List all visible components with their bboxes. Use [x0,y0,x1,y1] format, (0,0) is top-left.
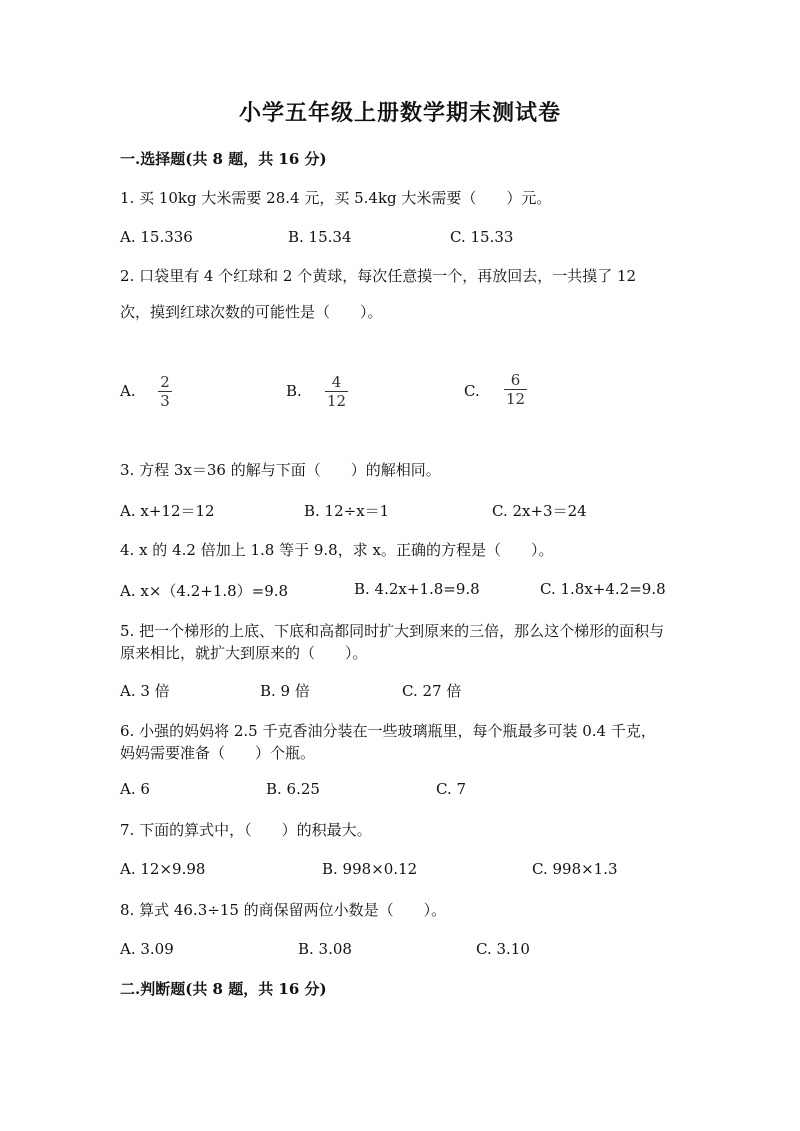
question-5: 5. 把一个梯形的上底、下底和高都同时扩大到原来的三倍，那么这个梯形的面积与原来相比，就扩大到原来的（ ）。 [120,622,665,662]
q7-option-c: C. 998×1.3 [532,860,618,878]
question-8: 8. 算式 46.3÷15 的商保留两位小数是（ ）。 [120,901,447,919]
question-2: 2. 口袋里有 4 个红球和 2 个黄球，每次任意摸一个，再放回去，一共摸了 12 次，摸到红球次数的可能性是（ ）。 [120,267,637,321]
q7-option-b: B. 998×0.12 [322,860,418,878]
q7-option-a: A. 12×9.98 [120,860,206,878]
q5-option-a: A. 3 倍 [120,682,170,700]
q5-option-b: B. 9 倍 [260,682,310,700]
q4-option-a: A. x×（4.2+1.8）=9.8 [120,582,289,600]
q2-option-b-label: B. [286,382,302,400]
q6-option-a: A. 6 [120,780,150,798]
q1-option-b: B. 15.34 [288,228,352,246]
question-4: 4. x 的 4.2 倍加上 1.8 等于 9.8，求 x。正确的方程是（ ）。 [120,541,554,559]
q3-option-c: C. 2x+3＝24 [492,502,587,520]
q2-option-c-fraction [504,372,527,407]
fraction-numerator: 4 [331,373,342,391]
q2-option-c-label: C. [464,382,480,400]
q6-option-c: C. 7 [436,780,467,798]
fraction-denominator: 12 [506,390,526,408]
q8-option-b: B. 3.08 [298,940,352,958]
page-title: 小学五年级上册数学期末测试卷 [238,100,561,126]
fraction-numerator: 6 [510,371,521,389]
section-heading-choice: 一.选择题(共 8 题，共 16 分) [120,150,327,168]
q2-option-a-label: A. [120,382,136,400]
question-1: 1. 买 10kg 大米需要 28.4 元，买 5.4kg 大米需要（ ）元。 [120,189,552,207]
q8-option-a: A. 3.09 [120,940,174,958]
q8-option-c: C. 3.10 [476,940,530,958]
question-7: 7. 下面的算式中，（ ）的积最大。 [120,821,372,839]
q4-option-b: B. 4.2x+1.8=9.8 [354,580,480,598]
q3-option-b: B. 12÷x＝1 [304,502,390,520]
q6-option-b: B. 6.25 [266,780,320,798]
q4-option-c: C. 1.8x+4.2=9.8 [540,580,666,598]
fraction-numerator: 2 [160,373,170,391]
section-heading-judgment: 二.判断题(共 8 题，共 16 分) [120,980,327,998]
q3-option-a: A. x+12＝12 [120,502,215,520]
q2-option-a-fraction [158,374,172,409]
q1-option-c: C. 15.33 [450,228,514,246]
q2-option-b-fraction [325,374,348,409]
fraction-denominator: 12 [327,392,347,410]
q5-option-c: C. 27 倍 [402,682,462,700]
fraction-denominator: 3 [160,392,170,410]
question-3: 3. 方程 3x＝36 的解与下面（ ）的解相同。 [120,461,441,479]
q1-option-a: A. 15.336 [120,228,193,246]
question-6: 6. 小强的妈妈将 2.5 千克香油分装在一些玻璃瓶里，每个瓶最多可装 0.4 千克，妈妈需要准备（ ）个瓶。 [120,722,656,762]
